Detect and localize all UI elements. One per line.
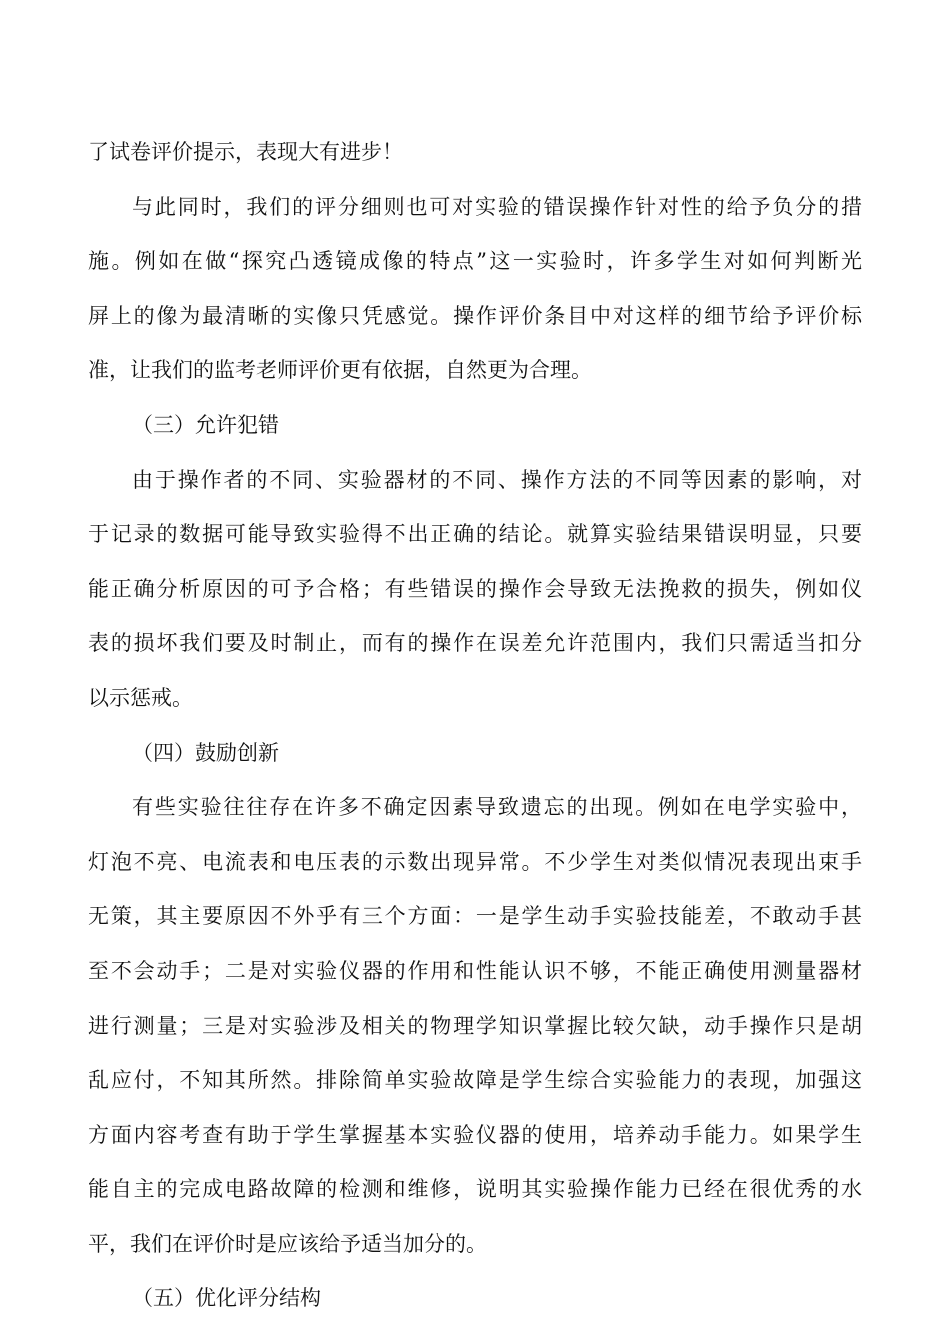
paragraph-line: 以示惩戒。 bbox=[88, 685, 193, 710]
paragraph-line: 由于操作者的不同、实验器材的不同、操作方法的不同等因素的影响，对 bbox=[132, 467, 862, 492]
document-body bbox=[88, 130, 862, 1331]
paragraph-line: 乱应付，不知其所然。排除简单实验故障是学生综合实验能力的表现，加强这 bbox=[88, 1068, 862, 1093]
paragraph-line: 与此同时，我们的评分细则也可对实验的错误操作针对性的给予负分的措 bbox=[132, 194, 862, 219]
paragraph-line: 表的损坏我们要及时制止，而有的操作在误差允许范围内，我们只需适当扣分 bbox=[88, 631, 862, 656]
paragraph-line: 能自主的完成电路故障的检测和维修，说明其实验操作能力已经在很优秀的水 bbox=[88, 1177, 862, 1202]
paragraph-line: 平，我们在评价时是应该给予适当加分的。 bbox=[88, 1231, 487, 1256]
paragraph-line: 进行测量；三是对实验涉及相关的物理学知识掌握比较欠缺，动手操作只是胡 bbox=[88, 1013, 862, 1038]
section-heading: （五）优化评分结构 bbox=[132, 1286, 321, 1311]
paragraph-line: 施。例如在做“探究凸透镜成像的特点”这一实验时，许多学生对如何判断光 bbox=[88, 249, 862, 274]
paragraph-line: 能正确分析原因的可予合格；有些错误的操作会导致无法挽救的损失，例如仪 bbox=[88, 576, 862, 601]
paragraph-line: 于记录的数据可能导致实验得不出正确的结论。就算实验结果错误明显，只要 bbox=[88, 522, 862, 547]
paragraph-line: 准，让我们的监考老师评价更有依据，自然更为合理。 bbox=[88, 358, 592, 383]
paragraph-line: 有些实验往往存在许多不确定因素导致遗忘的出现。例如在电学实验中， bbox=[132, 795, 862, 820]
section-heading: （三）允许犯错 bbox=[132, 412, 279, 437]
paragraph-line: 了试卷评价提示，表现大有进步！ bbox=[88, 140, 403, 164]
paragraph-line: 无策，其主要原因不外乎有三个方面：一是学生动手实验技能差，不敢动手甚 bbox=[88, 904, 862, 929]
paragraph-line: 屏上的像为最清晰的实像只凭感觉。操作评价条目中对这样的细节给予评价标 bbox=[88, 303, 862, 328]
paragraph-line: 方面内容考查有助于学生掌握基本实验仪器的使用，培养动手能力。如果学生 bbox=[88, 1122, 862, 1147]
paragraph-line: 至不会动手；二是对实验仪器的作用和性能认识不够，不能正确使用测量器材 bbox=[88, 958, 862, 983]
section-heading: （四）鼓励创新 bbox=[132, 740, 279, 765]
paragraph-line: 灯泡不亮、电流表和电压表的示数出现异常。不少学生对类似情况表现出束手 bbox=[88, 849, 862, 874]
